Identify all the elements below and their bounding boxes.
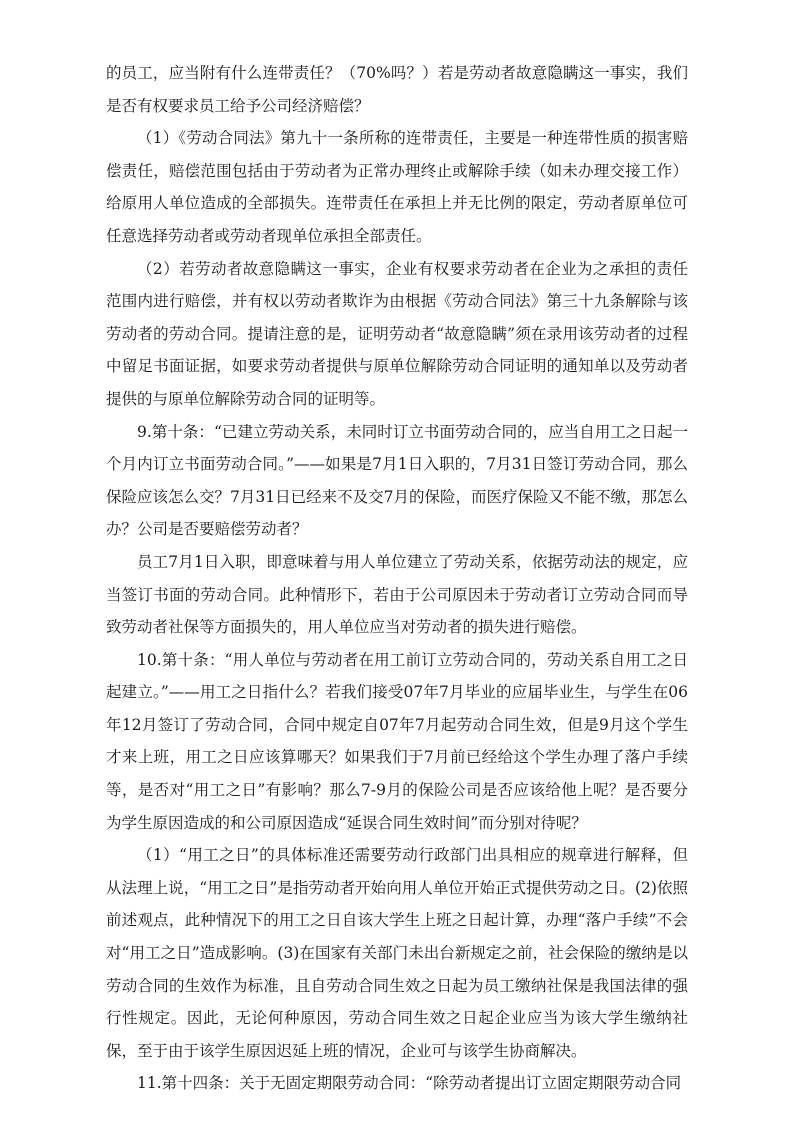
paragraph-answer-10: （1）“用工之日”的具体标准还需要劳动行政部门出具相应的规章进行解释，但从法理上说，“用工之日”是指劳动者开始向用人单位开始正式提供劳动之日。(2)依照前述观点，此种情况下的用工之日自该大学生上班之日起计算，办理“落户手续”不会对“用工之日”造成影响。(3)在国家有关部门未出台新规定之前，社会保险的缴纳是以劳动合同的生效作为标准，且自劳动合同生效之日起为员工缴纳社保是我国法律的强行性规定。因此，无论何种原因，劳动合同生效之日起企业应当为该大学生缴纳社保，至于由于该学生原因迟延上班的情况，企业可与该学生协商解决。 [106, 846, 688, 1060]
paragraph-answer-9: 员工7月1日入职，即意味着与用人单位建立了劳动关系，依据劳动法的规定，应当签订书面的劳动合同。此种情形下，若由于公司原因未于劳动者订立劳动合同而导致劳动者社保等方面损失的，用人单位应当对劳动者的损失进行赔偿。 [106, 552, 688, 637]
paragraph-question-10: 10.第十条：“用人单位与劳动者在用工前订立劳动合同的，劳动关系自用工之日起建立。”——用工之日指什么？若我们接受07年7月毕业的应届毕业生，与学生在06年12月签订了劳动合同，合同中规定自07年7月起劳动合同生效，但是9月这个学生才来上班，用工之日应该算哪天？如果我们于7月前已经给这个学生办理了落户手续等，是否对“用工之日”有影响？那么7-9月的保险公司是否应该给他上呢？是否要分为学生原因造成的和公司原因造成“延误合同生效时间”而分别对待呢？ [106, 650, 688, 832]
paragraph-question-11: 11.第十四条：关于无固定期限劳动合同：“除劳动者提出订立固定期限劳动合同 [137, 1074, 682, 1093]
document-body [106, 57, 688, 1100]
paragraph-continuation: 的员工，应当附有什么连带责任？（70%吗？）若是劳动者故意隐瞒这一事实，我们是否有权要求员工给予公司经济赔偿？ [106, 64, 688, 115]
paragraph-answer-1: （1）《劳动合同法》第九十一条所称的连带责任，主要是一种连带性质的损害赔偿责任，赔偿范围包括由于劳动者为正常办理终止或解除手续（如未办理交接工作）给原用人单位造成的全部损失。连带责任在承担上并无比例的限定，劳动者原单位可任意选择劳动者或劳动者现单位承担全部责任。 [106, 129, 688, 245]
paragraph-question-9: 9.第十条：“已建立劳动关系，未同时订立书面劳动合同的，应当自用工之日起一个月内订立书面劳动合同。”——如果是7月1日入职的，7月31日签订劳动合同，那么保险应该怎么交？7月31日已经来不及交7月的保险，而医疗保险又不能不缴，那怎么办？公司是否要赔偿劳动者？ [106, 422, 688, 539]
paragraph-answer-2: （2）若劳动者故意隐瞒这一事实，企业有权要求劳动者在企业为之承担的责任范围内进行赔偿，并有权以劳动者欺诈为由根据《劳动合同法》第三十九条解除与该劳动者的劳动合同。提请注意的是，证明劳动者“故意隐瞒”须在录用该劳动者的过程中留足书面证据，如要求劳动者提供与原单位解除劳动合同证明的通知单以及劳动者提供的与原单位解除劳动合同的证明等。 [106, 259, 688, 408]
